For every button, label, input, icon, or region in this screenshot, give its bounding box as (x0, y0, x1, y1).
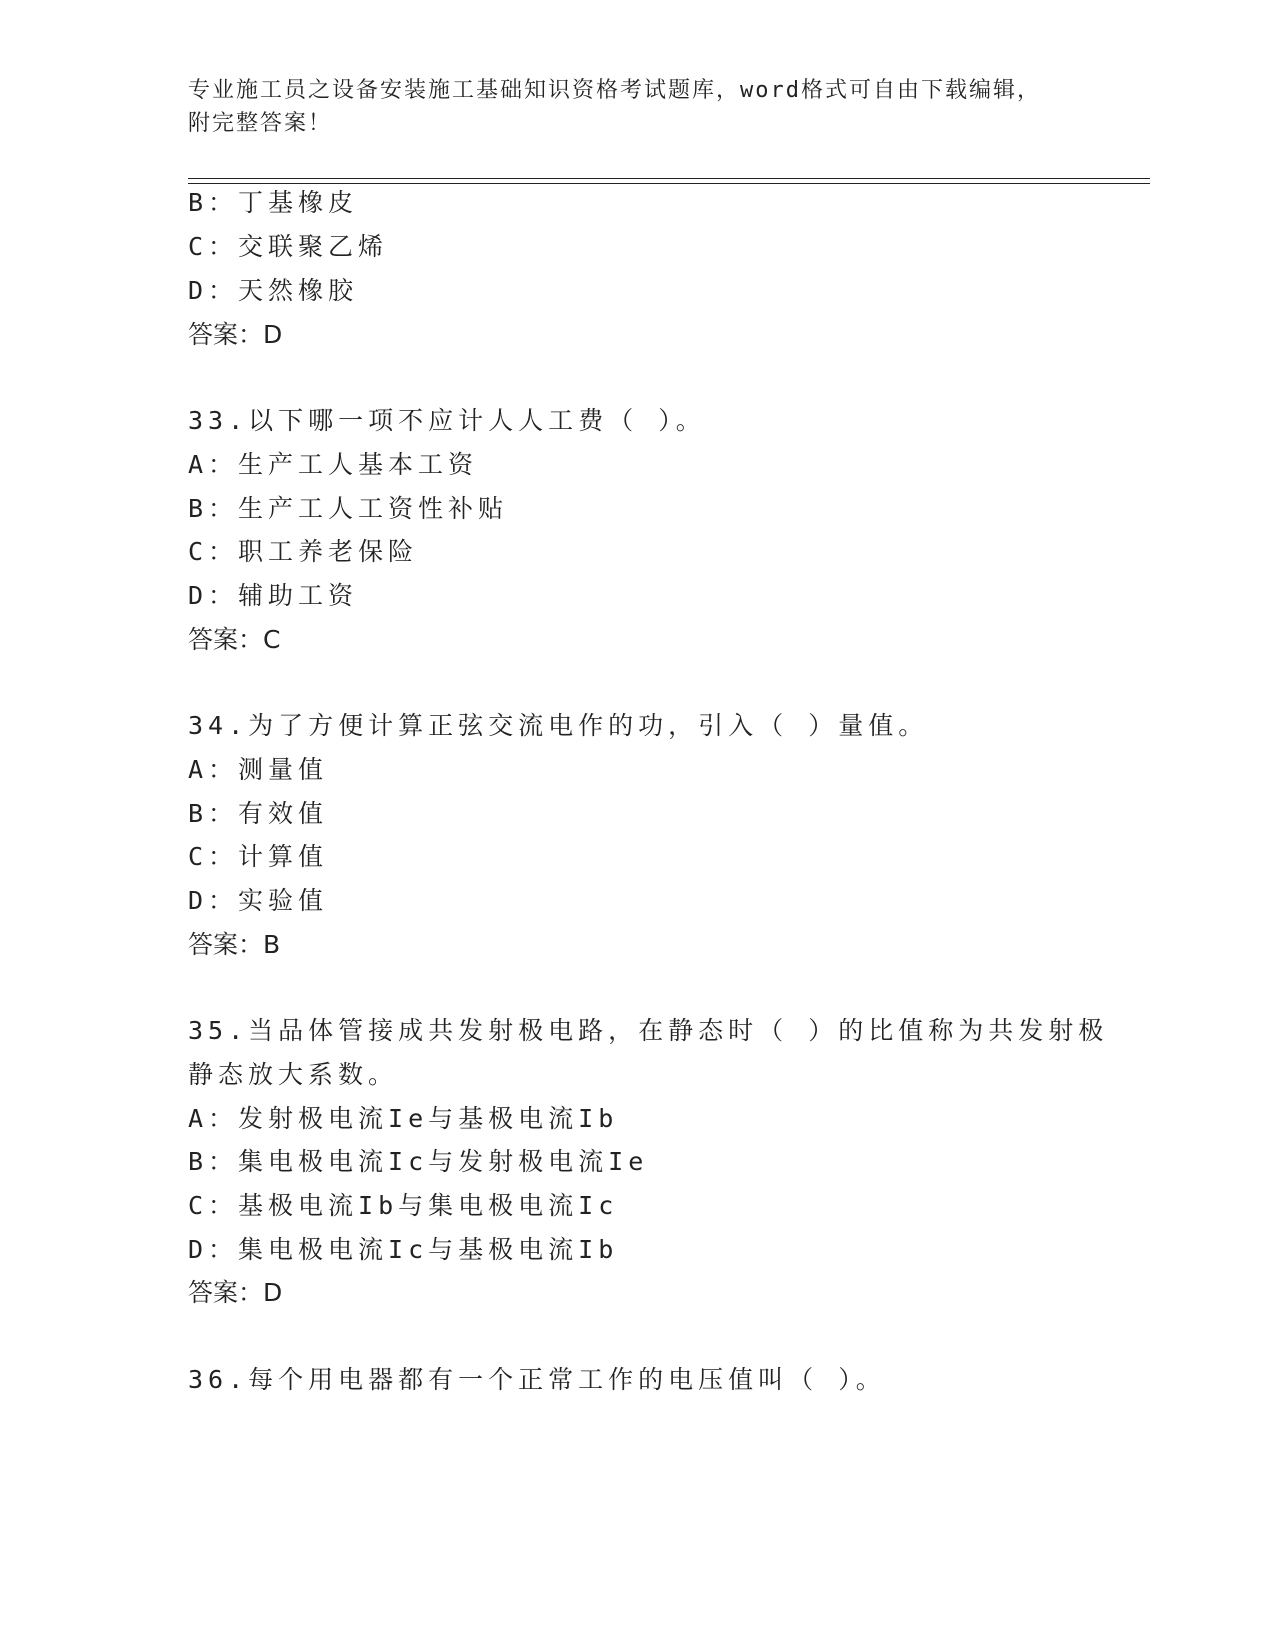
q35-option-a: A：发射极电流Ie与基极电流Ib (188, 1104, 619, 1133)
q33-option-d: D：辅助工资 (188, 581, 359, 610)
header-divider-top (188, 178, 1150, 179)
q33-option-c: C：职工养老保险 (188, 537, 419, 566)
q34-option-d: D：实验值 (188, 886, 329, 915)
q34-option-a: A：测量值 (188, 755, 329, 784)
q32-option-c: C：交联聚乙烯 (188, 232, 389, 261)
q35-answer: 答案：D (188, 1278, 283, 1307)
q32-answer: 答案：D (188, 320, 283, 349)
header-line-2: 附完整答案！ (188, 111, 333, 136)
q34-option-b: B：有效值 (188, 799, 329, 828)
q34-answer: 答案：B (188, 930, 281, 959)
q35-question-line-1: 35.当品体管接成共发射极电路，在静态时（ ）的比值称为共发射极 (188, 1016, 1109, 1045)
q35-option-b: B：集电极电流Ic与发射极电流Ie (188, 1147, 649, 1176)
q34-question: 34.为了方便计算正弦交流电作的功，引入（ ）量值。 (188, 711, 929, 740)
q33-question: 33.以下哪一项不应计人人工费（ ）。 (188, 406, 706, 435)
q36-question: 36.每个用电器都有一个正常工作的电压值叫（ ）。 (188, 1365, 886, 1394)
q35-question-line-2: 静态放大系数。 (188, 1060, 399, 1089)
q35-option-d: D：集电极电流Ic与基极电流Ib (188, 1235, 619, 1264)
document-header (188, 74, 1068, 140)
q33-option-b: B：生产工人工资性补贴 (188, 494, 509, 523)
q35-option-c: C：基极电流Ib与集电极电流Ic (188, 1191, 619, 1220)
q33-answer: 答案：C (188, 625, 281, 654)
header-line-1: 专业施工员之设备安装施工基础知识资格考试题库，word格式可自由下载编辑， (188, 78, 1041, 103)
q33-option-a: A：生产工人基本工资 (188, 450, 479, 479)
q32-option-b: B：丁基橡皮 (188, 188, 359, 217)
q34-option-c: C：计算值 (188, 842, 329, 871)
q32-option-d: D：天然橡胶 (188, 276, 359, 305)
header-divider-bottom (188, 183, 1150, 184)
